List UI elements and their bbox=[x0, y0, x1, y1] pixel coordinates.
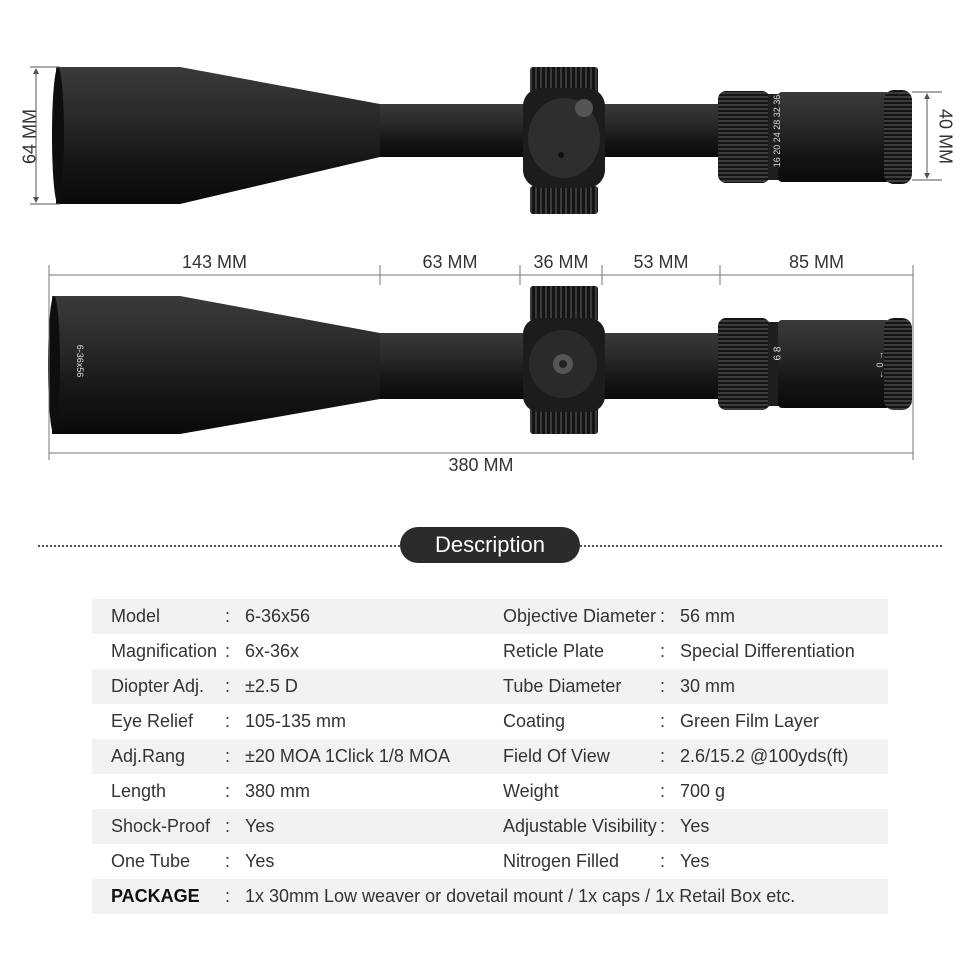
spec-colon: : bbox=[225, 676, 231, 696]
objective-height-label: 64 MM bbox=[19, 109, 40, 165]
spec-label: Eye Relief bbox=[111, 711, 194, 731]
spec-value: 6x-36x bbox=[245, 641, 300, 661]
segment-rear-tube-label: 53 MM bbox=[633, 252, 689, 272]
eyepiece-height-label: 40 MM bbox=[935, 108, 956, 164]
spec-label: Coating bbox=[503, 711, 566, 731]
spec-value: 380 mm bbox=[245, 781, 311, 801]
spec-value: 56 mm bbox=[680, 606, 736, 626]
spec-label: Tube Diameter bbox=[503, 676, 622, 696]
zoom-low-marking: 6 8 bbox=[772, 346, 784, 361]
spec-colon: : bbox=[225, 746, 231, 766]
spec-label: Field Of View bbox=[503, 746, 610, 766]
spec-label: Reticle Plate bbox=[503, 641, 605, 661]
spec-colon: : bbox=[660, 641, 666, 661]
spec-colon: : bbox=[660, 851, 666, 871]
spec-value: Special Differentiation bbox=[680, 641, 855, 661]
segment-objective-label: 143 MM bbox=[181, 252, 248, 272]
spec-colon: : bbox=[225, 781, 231, 801]
spec-value: 2.6/15.2 @100yds(ft) bbox=[680, 746, 849, 766]
segment-front-tube-label: 63 MM bbox=[422, 252, 478, 272]
spec-colon: : bbox=[225, 711, 231, 731]
diopter-marking: ← 0 → bbox=[875, 351, 885, 380]
spec-value: 30 mm bbox=[680, 676, 736, 696]
spec-label: Length bbox=[111, 781, 167, 801]
spec-label: Diopter Adj. bbox=[111, 676, 205, 696]
spec-row bbox=[92, 739, 888, 774]
spec-label: Adj.Rang bbox=[111, 746, 186, 766]
spec-label: Weight bbox=[503, 781, 559, 801]
spec-value: ±20 MOA 1Click 1/8 MOA bbox=[245, 746, 450, 766]
spec-colon: : bbox=[225, 886, 231, 906]
spec-colon: : bbox=[660, 746, 666, 766]
spec-row bbox=[92, 599, 888, 634]
description-title: Description bbox=[400, 527, 580, 563]
spec-colon: : bbox=[225, 851, 231, 871]
spec-label: Model bbox=[111, 606, 161, 626]
segment-turret-label: 36 MM bbox=[533, 252, 589, 272]
spec-colon: : bbox=[660, 711, 666, 731]
spec-label: Shock-Proof bbox=[111, 816, 211, 836]
spec-label: Adjustable Visibility bbox=[503, 816, 657, 836]
spec-value: Yes bbox=[245, 851, 275, 871]
spec-colon: : bbox=[660, 606, 666, 626]
spec-row bbox=[92, 774, 888, 809]
description-divider-right bbox=[580, 545, 942, 547]
spec-value: 6-36x56 bbox=[245, 606, 311, 626]
package-value: 1x 30mm Low weaver or dovetail mount / 1x caps / 1x Retail Box etc. bbox=[245, 886, 796, 906]
zoom-scale-marking: 16 20 24 28 32 36 bbox=[772, 94, 782, 168]
spec-value: Yes bbox=[245, 816, 275, 836]
package-row bbox=[92, 879, 888, 914]
spec-value: 105-135 mm bbox=[245, 711, 347, 731]
spec-table bbox=[92, 599, 888, 914]
spec-row bbox=[92, 809, 888, 844]
package-label: PACKAGE bbox=[111, 886, 200, 906]
segment-eyepiece-label: 85 MM bbox=[788, 252, 844, 272]
spec-value: Yes bbox=[680, 851, 710, 871]
spec-label: Objective Diameter bbox=[503, 606, 657, 626]
side-model-marking: 6-36x56 bbox=[75, 344, 85, 378]
spec-value: 700 g bbox=[680, 781, 726, 801]
spec-row bbox=[92, 634, 888, 669]
spec-colon: : bbox=[660, 781, 666, 801]
description-divider-left bbox=[38, 545, 400, 547]
spec-label: One Tube bbox=[111, 851, 191, 871]
spec-value: Yes bbox=[680, 816, 710, 836]
spec-row bbox=[92, 669, 888, 704]
spec-colon: : bbox=[660, 816, 666, 836]
spec-value: Green Film Layer bbox=[680, 711, 820, 731]
spec-value: ±2.5 D bbox=[245, 676, 298, 696]
scope-top-view bbox=[52, 67, 912, 214]
spec-colon: : bbox=[225, 816, 231, 836]
spec-row bbox=[92, 844, 888, 879]
spec-label: Magnification bbox=[111, 641, 218, 661]
total-length-label: 380 MM bbox=[448, 455, 514, 475]
spec-colon: : bbox=[660, 676, 666, 696]
spec-colon: : bbox=[225, 606, 231, 626]
spec-label: Nitrogen Filled bbox=[503, 851, 620, 871]
spec-colon: : bbox=[225, 641, 231, 661]
spec-row bbox=[92, 704, 888, 739]
